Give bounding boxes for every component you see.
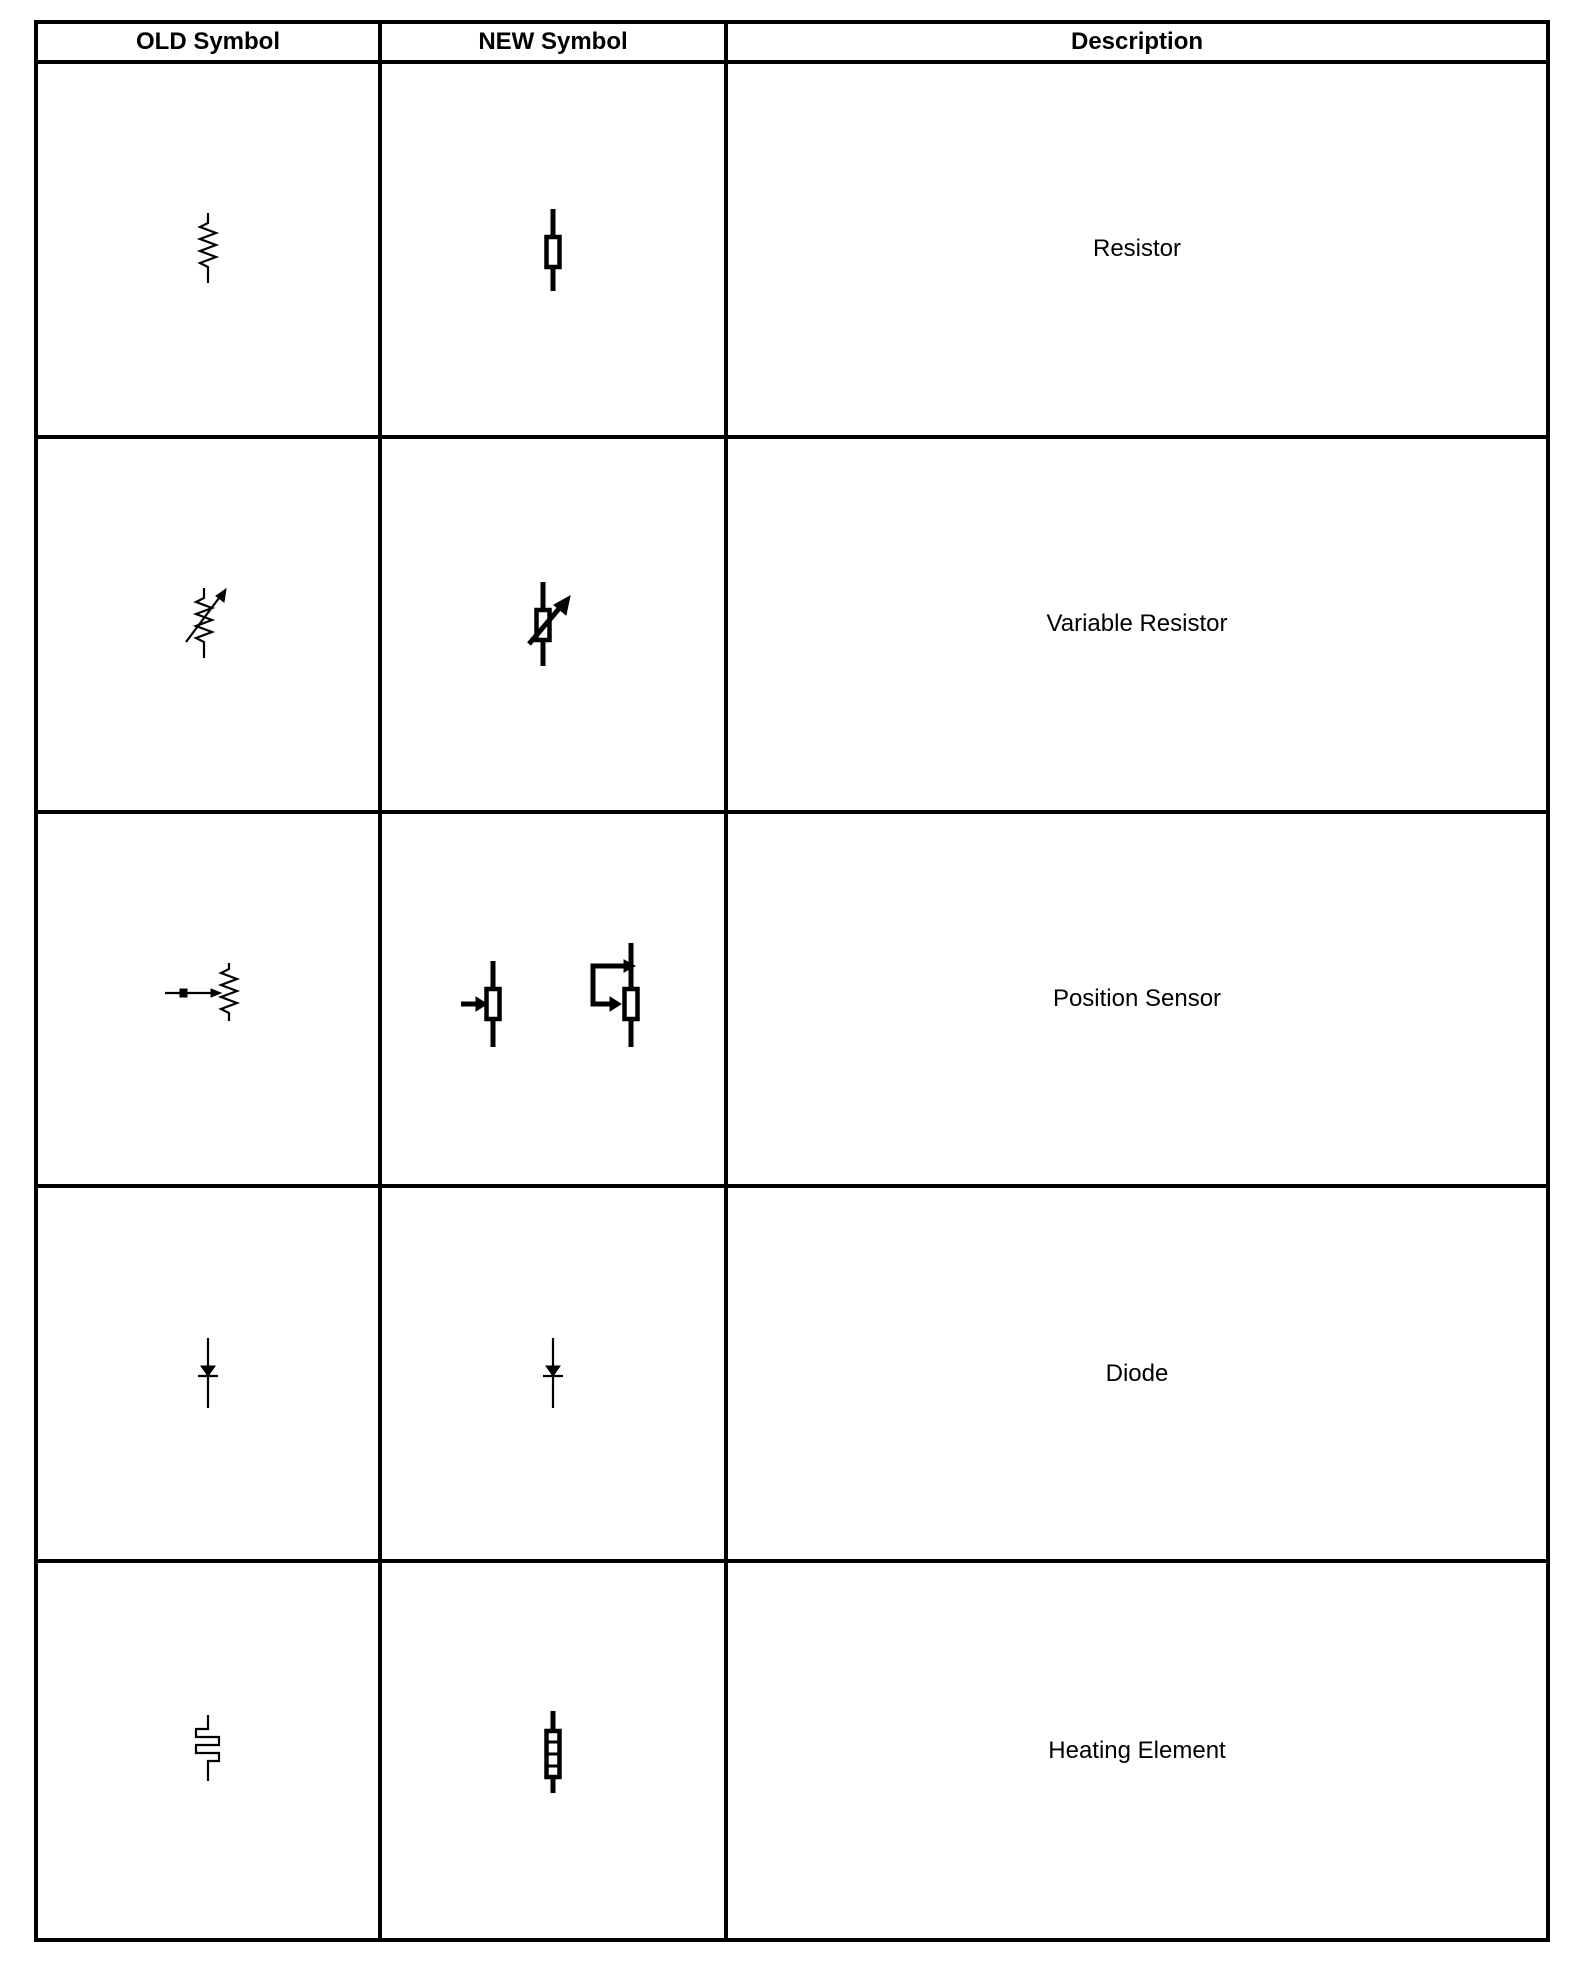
- header-new-symbol: NEW Symbol: [382, 24, 728, 64]
- table-row-3-description: Position Sensor: [728, 814, 1546, 1189]
- position-sensor-zigzag-icon: [163, 959, 253, 1039]
- table-row-5-new: [382, 1563, 728, 1938]
- table-row-2-old: [38, 439, 382, 814]
- table-row-1-old: [38, 64, 382, 439]
- table-row-2-description: Variable Resistor: [728, 439, 1546, 814]
- heating-element-new-icon: [533, 1701, 573, 1801]
- heating-element-old-icon: [183, 1711, 233, 1791]
- variable-resistor-zigzag-icon: [178, 584, 238, 664]
- table-row-5-description: Heating Element: [1048, 1736, 1226, 1764]
- resistor-box-icon: [533, 199, 573, 299]
- table-row-5-old: [38, 1563, 382, 1938]
- header-old-symbol: OLD Symbol: [38, 24, 382, 64]
- table-row-1-new: [382, 64, 728, 439]
- variable-resistor-box-icon: [513, 574, 593, 674]
- table-row-2-new: [382, 439, 728, 814]
- table-row-3-new: [382, 814, 728, 1189]
- diode-old-icon: [188, 1334, 228, 1414]
- table-row-1-description: Resistor: [728, 64, 1546, 439]
- table-row-4-old: [38, 1188, 382, 1563]
- diode-new-icon: [533, 1334, 573, 1414]
- table-row-4-new: [382, 1188, 728, 1563]
- table-row-3-old: [38, 814, 382, 1189]
- resistor-zigzag-icon: [188, 209, 228, 289]
- table-row-4-description: Diode: [728, 1188, 1546, 1563]
- position-sensor-box-icons: [453, 939, 653, 1059]
- symbols-table: [34, 20, 1550, 1942]
- header-description: Description: [728, 24, 1546, 64]
